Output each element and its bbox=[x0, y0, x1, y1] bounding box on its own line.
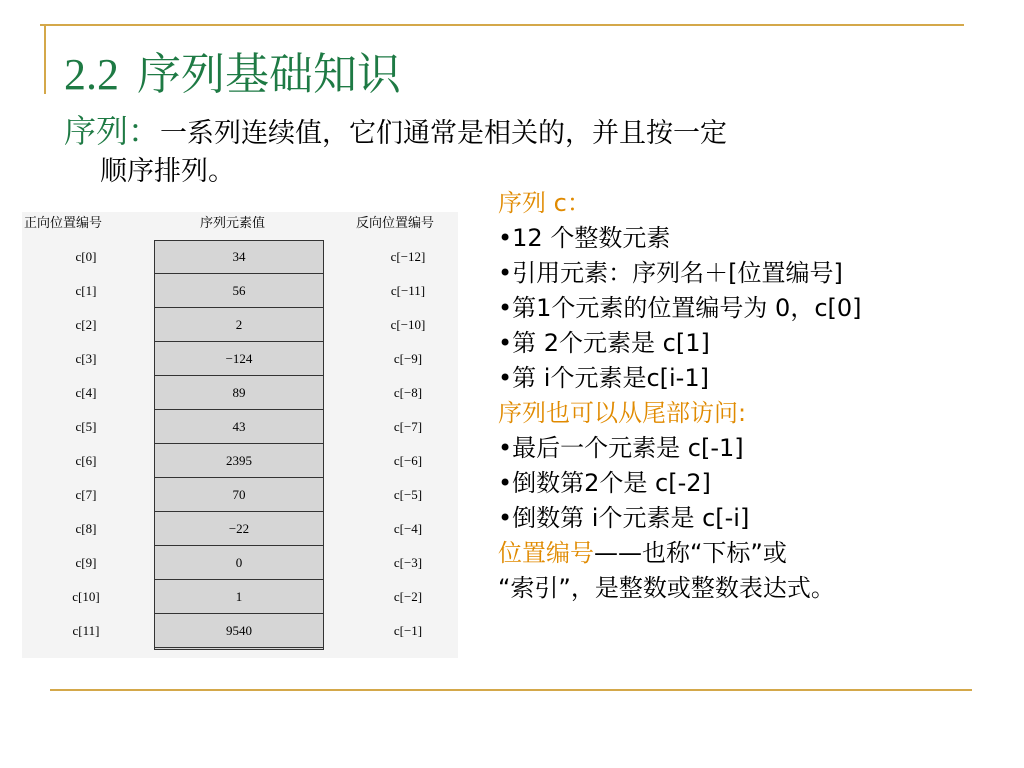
table-row bbox=[22, 410, 458, 444]
bullet-8: •倒数第 i个元素是 c[-i] bbox=[498, 504, 750, 532]
value-cell: 56 bbox=[155, 274, 323, 308]
bullet-6: •最后一个元素是 c[-1] bbox=[498, 434, 744, 462]
header-element-value: 序列元素值 bbox=[200, 216, 266, 231]
value-cell: 34 bbox=[155, 240, 323, 274]
table-row bbox=[22, 478, 458, 512]
section-number: 2.2 bbox=[64, 50, 119, 99]
table-row bbox=[22, 444, 458, 478]
heading-reverse-access: 序列也可以从尾部访问: bbox=[498, 399, 747, 427]
last-line: “索引”，是整数或整数表达式。 bbox=[498, 574, 835, 602]
value-cell: −22 bbox=[155, 512, 323, 546]
reverse-index-cell: c[−4] bbox=[393, 521, 423, 536]
sequence-table bbox=[22, 212, 458, 658]
reverse-index-cell: c[−9] bbox=[393, 351, 423, 366]
forward-index-cell: c[6] bbox=[75, 453, 97, 468]
table-row bbox=[22, 546, 458, 580]
term-position-index-rest: ——也称“下标”或 bbox=[594, 539, 787, 567]
table-row bbox=[22, 308, 458, 342]
left-rule bbox=[44, 24, 46, 94]
forward-index-cell: c[10] bbox=[72, 589, 100, 604]
bullet-2: •引用元素：序列名＋[位置编号] bbox=[498, 259, 843, 287]
forward-index-cell: c[0] bbox=[75, 249, 97, 264]
value-cell: 2395 bbox=[155, 444, 323, 478]
bullet-7: •倒数第2个是 c[-2] bbox=[498, 469, 711, 497]
forward-index-cell: c[8] bbox=[75, 521, 97, 536]
table-row bbox=[22, 342, 458, 376]
forward-index-cell: c[3] bbox=[75, 351, 97, 366]
title-text: 序列基础知识 bbox=[137, 49, 401, 100]
value-cell: 89 bbox=[155, 376, 323, 410]
value-cell: 70 bbox=[155, 478, 323, 512]
forward-index-cell: c[9] bbox=[75, 555, 97, 570]
forward-index-cell: c[11] bbox=[72, 623, 100, 638]
bottom-rule bbox=[50, 689, 972, 691]
notes-panel bbox=[498, 186, 1018, 606]
reverse-index-cell: c[−5] bbox=[393, 487, 423, 502]
reverse-index-cell: c[−2] bbox=[393, 589, 423, 604]
definition-term: 序列： bbox=[64, 112, 161, 150]
value-cell: 0 bbox=[155, 546, 323, 580]
reverse-index-cell: c[−11] bbox=[390, 283, 426, 298]
bullet-3: •第1个元素的位置编号为 0，c[0] bbox=[498, 294, 862, 322]
reverse-index-cell: c[−1] bbox=[393, 623, 423, 638]
heading-sequence-c: 序列 c： bbox=[498, 189, 591, 217]
forward-index-cell: c[1] bbox=[75, 283, 97, 298]
bullet-4: •第 2个元素是 c[1] bbox=[498, 329, 710, 357]
table-row bbox=[22, 580, 458, 614]
forward-index-cell: c[4] bbox=[75, 385, 97, 400]
definition bbox=[64, 112, 964, 191]
top-rule bbox=[40, 24, 964, 26]
forward-index-cell: c[7] bbox=[75, 487, 97, 502]
header-forward-index: 正向位置编号 bbox=[24, 216, 103, 231]
value-cell: 43 bbox=[155, 410, 323, 444]
reverse-index-cell: c[−7] bbox=[393, 419, 423, 434]
reverse-index-cell: c[−12] bbox=[390, 249, 426, 264]
forward-index-cell: c[2] bbox=[75, 317, 97, 332]
value-cell: 9540 bbox=[155, 614, 323, 648]
table-row bbox=[22, 274, 458, 308]
reverse-index-cell: c[−8] bbox=[393, 385, 423, 400]
table-row bbox=[22, 376, 458, 410]
term-position-index: 位置编号 bbox=[498, 539, 594, 567]
table-row bbox=[22, 240, 458, 274]
table-row bbox=[22, 614, 458, 648]
value-cell: 1 bbox=[155, 580, 323, 614]
definition-line2: 顺序排列。 bbox=[100, 156, 235, 187]
slide-title bbox=[64, 38, 401, 102]
bullet-1: •12 个整数元素 bbox=[498, 224, 671, 252]
reverse-index-cell: c[−3] bbox=[393, 555, 423, 570]
header-reverse-index: 反向位置编号 bbox=[356, 216, 435, 231]
bullet-5: •第 i个元素是c[i-1] bbox=[498, 364, 709, 392]
forward-index-cell: c[5] bbox=[75, 419, 97, 434]
definition-line1: 一系列连续值，它们通常是相关的，并且按一定 bbox=[160, 118, 728, 149]
value-cell: 2 bbox=[155, 308, 323, 342]
value-cell: −124 bbox=[155, 342, 323, 376]
reverse-index-cell: c[−6] bbox=[393, 453, 423, 468]
table-row bbox=[22, 512, 458, 546]
reverse-index-cell: c[−10] bbox=[390, 317, 426, 332]
